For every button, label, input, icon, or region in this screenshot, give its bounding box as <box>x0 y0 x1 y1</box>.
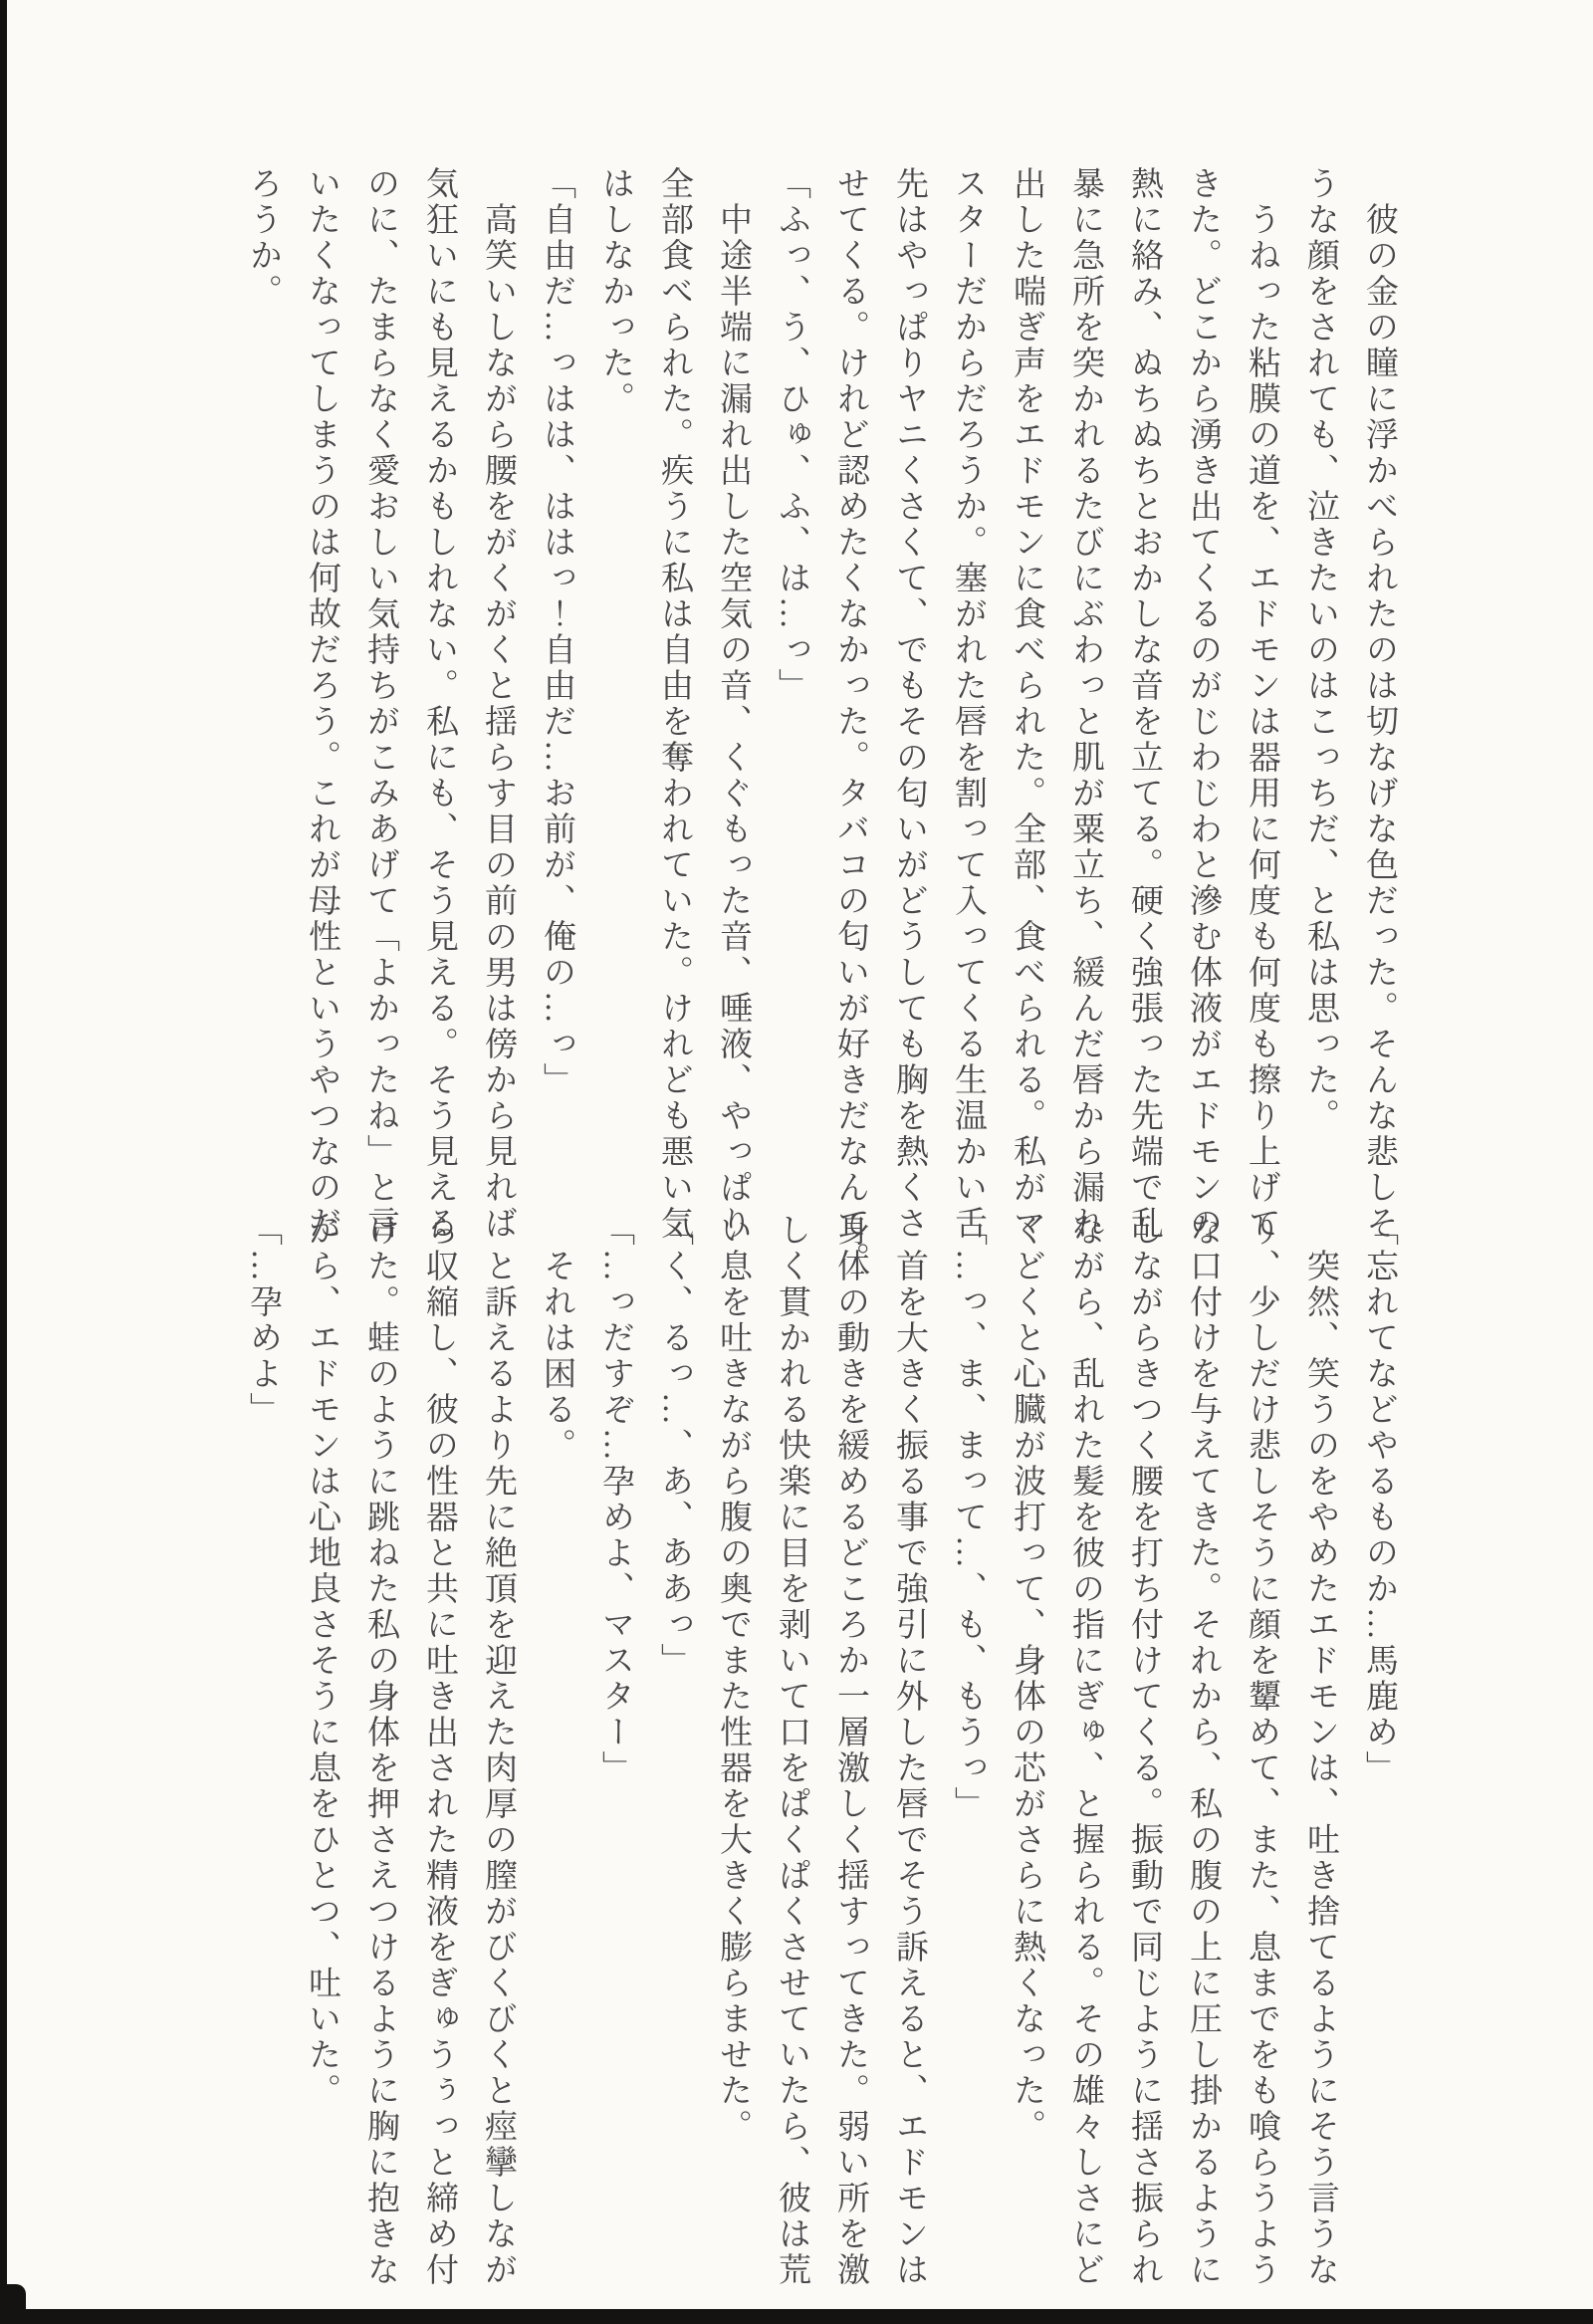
text-line: 暴に急所を突かれるたびにぶわっと肌が粟立ち、緩んだ唇から漏れ <box>1067 166 1103 1242</box>
text-line: 熱に絡み、ぬちぬちとおかしな音を立てる。硬く強張った先端で乱 <box>1126 166 1162 1242</box>
text-line-dialogue: 「…っ、ま、まって…、も、もうっ」 <box>950 1213 986 1822</box>
scan-edge-corner <box>0 2284 26 2324</box>
text-line: しながらきつく腰を打ち付けてくる。振動で同じように揺さ振られ <box>1126 1213 1162 2288</box>
text-line: きた。どこから湧き出てくるのがじわじわと滲む体液がエドモンの <box>1185 166 1221 1242</box>
top-text-block <box>233 166 1408 1278</box>
text-line: しく貫かれる快楽に目を剥いて口をぱくぱくさせていたら、彼は荒 <box>774 1213 809 2288</box>
text-line: 中途半端に漏れ出した空気の音、くぐもった音、唾液、やっぱり <box>715 202 751 1242</box>
text-line: いたくなってしまうのは何故だろう。これが母性というやつなのだ <box>304 166 340 1242</box>
text-line: 身体の動きを緩めるどころか一層激しく揺すってきた。弱い所を激 <box>832 1213 868 2288</box>
text-line: がら、エドモンは心地良さそうに息をひとつ、吐いた。 <box>304 1213 340 2109</box>
text-line: 突然、笑うのをやめたエドモンは、吐き捨てるようにそう言うな <box>1302 1249 1338 2288</box>
scan-edge-bottom <box>0 2309 1593 2324</box>
text-line: うな顔をされても、泣きたいのはこっちだ、と私は思った。 <box>1302 166 1338 1134</box>
text-line: 全部食べられた。疾うに私は自由を奪われていた。けれども悪い気 <box>656 166 692 1242</box>
text-line: スターだからだろうか。塞がれた唇を割って入ってくる生温かい舌 <box>950 166 986 1242</box>
text-line: 高笑いしながら腰をがくがくと揺らす目の前の男は傍から見れば <box>480 202 516 1242</box>
text-line-dialogue: 「く、るっ…、あ、ああっ」 <box>656 1213 692 1679</box>
text-line-dialogue: 「自由だ…っはは、ははっ！自由だ…お前が、俺の…っ」 <box>539 166 574 1098</box>
text-line-dialogue: 「忘れてなどやるものか…馬鹿め」 <box>1361 1213 1397 1786</box>
text-line: 彼の金の瞳に浮かべられたのは切なげな色だった。そんな悲しそ <box>1361 202 1397 1242</box>
text-line: 先はやっぱりヤニくさくて、でもその匂いがどうしても胸を熱くさ <box>891 166 927 1242</box>
text-line: はしなかった。 <box>597 166 633 417</box>
text-line: い息を吐きながら腹の奥でまた性器を大きく膨らませた。 <box>715 1213 751 2145</box>
text-line-dialogue: 「ふっ、う、ひゅ、ふ、は…っ」 <box>774 166 809 704</box>
text-line: うねった粘膜の道を、エドモンは器用に何度も何度も擦り上げて <box>1244 202 1279 1242</box>
text-line: 首を大きく振る事で強引に外した唇でそう訴えると、エドモンは <box>891 1249 927 2288</box>
text-line: り、少しだけ悲しそうに顔を顰めて、また、息までをも喰らうよう <box>1244 1213 1279 2288</box>
text-line: けた。蛙のように跳ねた私の身体を押さえつけるように胸に抱きな <box>362 1213 398 2288</box>
text-line: のに、たまらなく愛おしい気持ちがこみあげて「よかったね」と言 <box>362 166 398 1242</box>
text-line: 出した喘ぎ声をエドモンに食べられた。全部、食べられる。私がマ <box>1009 166 1044 1242</box>
text-line: ら収縮し、彼の性器と共に吐き出された精液をぎゅうぅっと締め付 <box>421 1213 457 2288</box>
text-line: ながら、乱れた髪を彼の指にぎゅ、と握られる。その雄々しさにど <box>1067 1213 1103 2288</box>
text-line-dialogue: 「…っだすぞ…孕めよ、マスター」 <box>597 1213 633 1786</box>
bottom-text-block <box>233 1213 1408 2298</box>
text-line: な口付けを与えてきた。それから、私の腹の上に圧し掛かるように <box>1185 1213 1221 2288</box>
text-line: くどくと心臓が波打って、身体の芯がさらに熱くなった。 <box>1009 1213 1044 2145</box>
text-line: それは困る。 <box>539 1249 574 1464</box>
text-line: 気狂いにも見えるかもしれない。私にも、そう見える。そう見える <box>421 166 457 1242</box>
text-line-dialogue: 「…孕めよ」 <box>245 1213 281 1428</box>
text-line: と訴えるより先に絶頂を迎えた肉厚の膣がびくびくと痙攣しなが <box>480 1249 516 2288</box>
scan-edge-left <box>0 0 7 2324</box>
text-line: せてくる。けれど認めたくなかった。タバコの匂いが好きだなんて。 <box>832 166 868 1278</box>
text-line: ろうか。 <box>245 166 281 310</box>
